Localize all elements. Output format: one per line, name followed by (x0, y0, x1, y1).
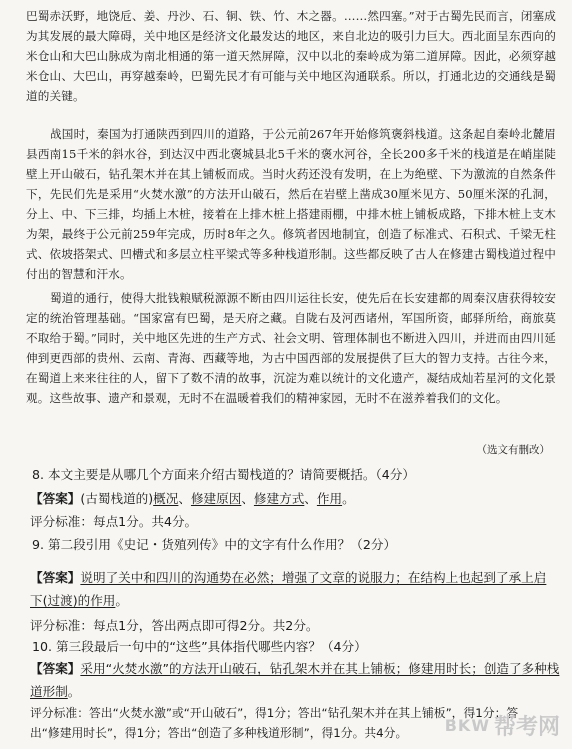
answer-10-underlined: 采用“火焚水激”的方法开山破石，钻孔架木并在其上铺板；修建用时长；创造了多种栈 (80, 661, 560, 676)
question-9: 9. 第二段引用《史记・货殖列传》中的文字有什么作用？（2分） (32, 537, 397, 552)
answer-10 (30, 657, 560, 703)
answer-8 (30, 487, 560, 510)
answer-9-underlined: 说明了关中和四川的沟通势在必然；增强了文章的说服力；在结构上也起到了承上启 (80, 570, 547, 585)
score-8: 评分标准：每点1分。共4分。 (30, 514, 198, 529)
article-paragraph-1: 巴蜀赤沃野，地饶卮、姜、丹沙、石、铜、铁、竹、木之器。……然四塞。”对于古蜀先民而言，闭塞成为其发展的最大障碍，关中地区是经济文化最发达的地区，来自北边的吸引力巨大。西北面呈东西向的米仓山和大巴山脉成为南北相通的第一道天然屏障，汉中以北的秦岭成为第二道屏障。因此，必须穿越米仓山、大巴山，再穿越秦岭，巴蜀先民才有可能与关中地区沟通联系。所以，打通北边的交通线是蜀道的关键。 (26, 9, 556, 103)
answer-8-sep: 、 (304, 491, 317, 506)
answer-10-end: 。 (67, 684, 81, 699)
article-paragraph-3: 蜀道的通行，使得大批钱粮赋税源源不断由四川运往长安，使先后在长安建都的周秦汉唐获得较安定的统治管理基础。“国家富有巴蜀，是天府之藏。自陇右及河西诸州，军国所资，邮驿所给，商旅莫不取给于蜀。”同时，关中地区先进的生产方式、社会文明、管理体制也不断进入四川，并进而由四川延伸到更西部的贵州、云南、青海、西藏等地，为古中国西部的发展提供了巨大的智力支持。古往今来，在蜀道上来来往往的人，留下了数不清的故事，沉淀为难以统计的文化遗产，凝结成灿若星河的文化景观。这些故事、遗产和景观，无时不在温暖着我们的精神家园，无时不在滋养着我们的文化。 (26, 291, 556, 405)
answer-9-underlined: 下(过渡)的作用 (30, 593, 116, 608)
question-10: 10. 第三段最后一句中的“这些”具体指代哪些内容？（4分） (32, 639, 367, 654)
answer-8-sep: 、 (241, 491, 254, 506)
source-note: （选文有删改） (476, 444, 550, 456)
answer-10-underlined: 道形制 (30, 684, 68, 699)
answer-8-sep: 、 (178, 491, 191, 506)
answer-tag: 【答案】 (30, 661, 81, 676)
answer-tag: 【答案】 (30, 570, 81, 585)
watermark-logo: BKW (444, 716, 490, 735)
answer-8-end: 。 (342, 491, 355, 506)
answer-tag: 【答案】 (30, 491, 81, 506)
answer-8-underlined: 作用 (316, 491, 343, 506)
answer-8-part: (古蜀栈道的) (80, 491, 154, 506)
answer-8-underlined: 修建原因 (190, 491, 242, 506)
watermark-brand: 帮考网 (493, 715, 560, 740)
score-10-line-1: 评分标准：答出“火焚水激”或“开山破石”，得1分；答出“钻孔架木并在其上铺板”，得1分；答 (30, 706, 519, 720)
article-paragraph-2: 战国时，秦国为打通陕西到四川的道路，于公元前267年开始修筑褒斜栈道。这条起自秦岭北麓眉县西南15千米的斜水谷，到达汉中西北褒城县北5千米的褒水河谷，全长200多千米的栈道是在峭崖陡壁上开山破石，钻孔架木并在其上铺板而成。当时火药还没有发明，在上为绝壁、下为激流的自然条件下，先民们先是采用“火焚水激”的方法开山破石，然后在岩壁上凿成30厘米见方、50厘米深的孔洞，分上、中、下三排，均插上木桩，接着在上排木桩上搭建雨棚，中排木桩上铺板成路，下排木桩上支木为架，最终于公元前259年完成，历时8年之久。修筑者因地制宜，创造了标准式、石积式、千梁无柱式、依坡搭架式、凹槽式和多层立柱平梁式等多种栈道形制。这些都反映了古人在修建古蜀栈道过程中付出的智慧和汗水。 (26, 127, 556, 281)
answer-8-underlined: 概况 (153, 491, 179, 506)
answer-9 (30, 566, 560, 612)
question-8: 8. 本文主要是从哪几个方面来介绍古蜀栈道的？请简要概括。（4分） (32, 467, 415, 482)
score-9: 评分标准：每点1分，答出两点即可得2分。共2分。 (30, 618, 319, 633)
score-10-line-2: 出“修建用时长”，得1分；答出“创造了多种栈道形制”，得1分。共4分。 (30, 726, 408, 740)
answer-9-end: 。 (115, 593, 128, 608)
answer-8-underlined: 修建方式 (253, 491, 305, 506)
watermark (445, 710, 560, 741)
